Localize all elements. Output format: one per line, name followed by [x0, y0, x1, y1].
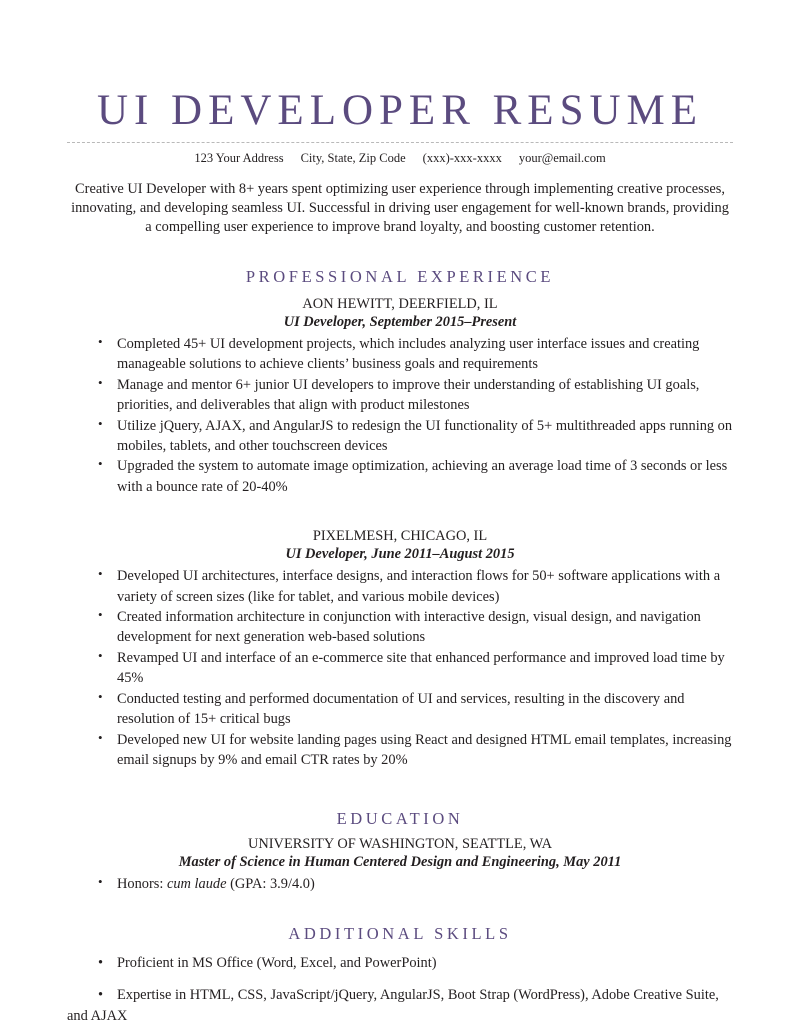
education-entry: [67, 828, 733, 894]
list-item: [67, 985, 733, 1027]
job-company: AON HEWITT, DEERFIELD, IL: [302, 296, 498, 313]
job-entry: [67, 497, 733, 770]
job-bullet-list: [67, 566, 733, 771]
education-degree: Master of Science in Human Centered Design and Engineering, May 2011: [178, 854, 622, 871]
list-item: [67, 874, 733, 894]
list-item: • Manage and mentor 6+ junior UI developers to improve their understanding of establishing UI goals, priorities, and deliverables that align with product milestones: [67, 375, 733, 416]
list-item: • Created information architecture in conjunction with interactive design, visual design, and navigation development for next generation web-based solutions: [67, 607, 733, 648]
job-bullet-list: [67, 334, 733, 498]
list-item: • Completed 45+ UI development projects, which includes analyzing user interface issues and creating manageable solutions to achieve clients’ business goals and requirements: [67, 334, 733, 375]
education-bullet-list: [67, 874, 733, 894]
honors-prefix: Honors:: [117, 876, 167, 893]
list-item: • Revamped UI and interface of an e-commerce site that enhanced performance and improved load time by 45%: [67, 648, 733, 689]
list-item: • Developed new UI for website landing pages using React and designed HTML email templates, increasing email signups by 9% and email CTR rates by 20%: [67, 730, 733, 771]
job-role: UI Developer, September 2015–Present: [283, 314, 517, 331]
contact-city-state-zip: City, State, Zip Code: [300, 151, 406, 166]
skills-bullet-list: [67, 953, 733, 1027]
contact-phone: (xxx)-xxx-xxxx: [422, 151, 502, 166]
contact-address: 123 Your Address: [194, 151, 284, 166]
skill-text: Proficient in MS Office (Word, Excel, and PowerPoint): [117, 955, 437, 972]
bullet-dot-icon: •: [98, 955, 104, 972]
list-item: • Conducted testing and performed documentation of UI and services, resulting in the discovery and resolution of 15+ critical bugs: [67, 689, 733, 730]
contact-line: [67, 151, 733, 167]
list-item: [67, 953, 733, 974]
job-entry: [67, 287, 733, 497]
list-item: • Upgraded the system to automate image optimization, achieving an average load time of 3 seconds or less with a bounce rate of 20-40%: [67, 456, 733, 497]
list-item: • Utilize jQuery, AJAX, and AngularJS to redesign the UI functionality of 5+ multithreaded apps running on mobiles, tablets, and other touchscreen devices: [67, 416, 733, 457]
job-company: PIXELMESH, CHICAGO, IL: [312, 528, 488, 545]
honors-gpa: (GPA: 3.9/4.0): [226, 876, 315, 893]
professional-summary: Creative UI Developer with 8+ years spent optimizing user experience through implementing creative processes, innovating, and developing seamless UI. Successful in driving user engagement for well-known brands, providing a compelling user experience to improve brand loyalty, and boosting customer retention.: [71, 180, 729, 236]
honors-distinction: cum laude: [166, 876, 227, 893]
skill-text: Expertise in HTML, CSS, JavaScript/jQuery, AngularJS, Boot Strap (WordPress), Adobe Creative Suite, and AJAX: [67, 987, 719, 1025]
page-title: UI DEVELOPER RESUME: [96, 87, 704, 134]
header-divider: [67, 142, 733, 143]
section-heading-experience: PROFESSIONAL EXPERIENCE: [245, 267, 555, 287]
section-heading-education: EDUCATION: [336, 808, 464, 828]
job-role: UI Developer, June 2011–August 2015: [285, 546, 515, 563]
education-school: UNIVERSITY OF WASHINGTON, SEATTLE, WA: [247, 836, 553, 853]
contact-email: your@email.com: [518, 151, 606, 166]
bullet-dot-icon: •: [98, 987, 104, 1004]
section-heading-skills: ADDITIONAL SKILLS: [288, 923, 512, 943]
list-item: • Developed UI architectures, interface designs, and interaction flows for 50+ software applications with a variety of screen sizes (like for tablet, and various mobile devices): [67, 566, 733, 607]
